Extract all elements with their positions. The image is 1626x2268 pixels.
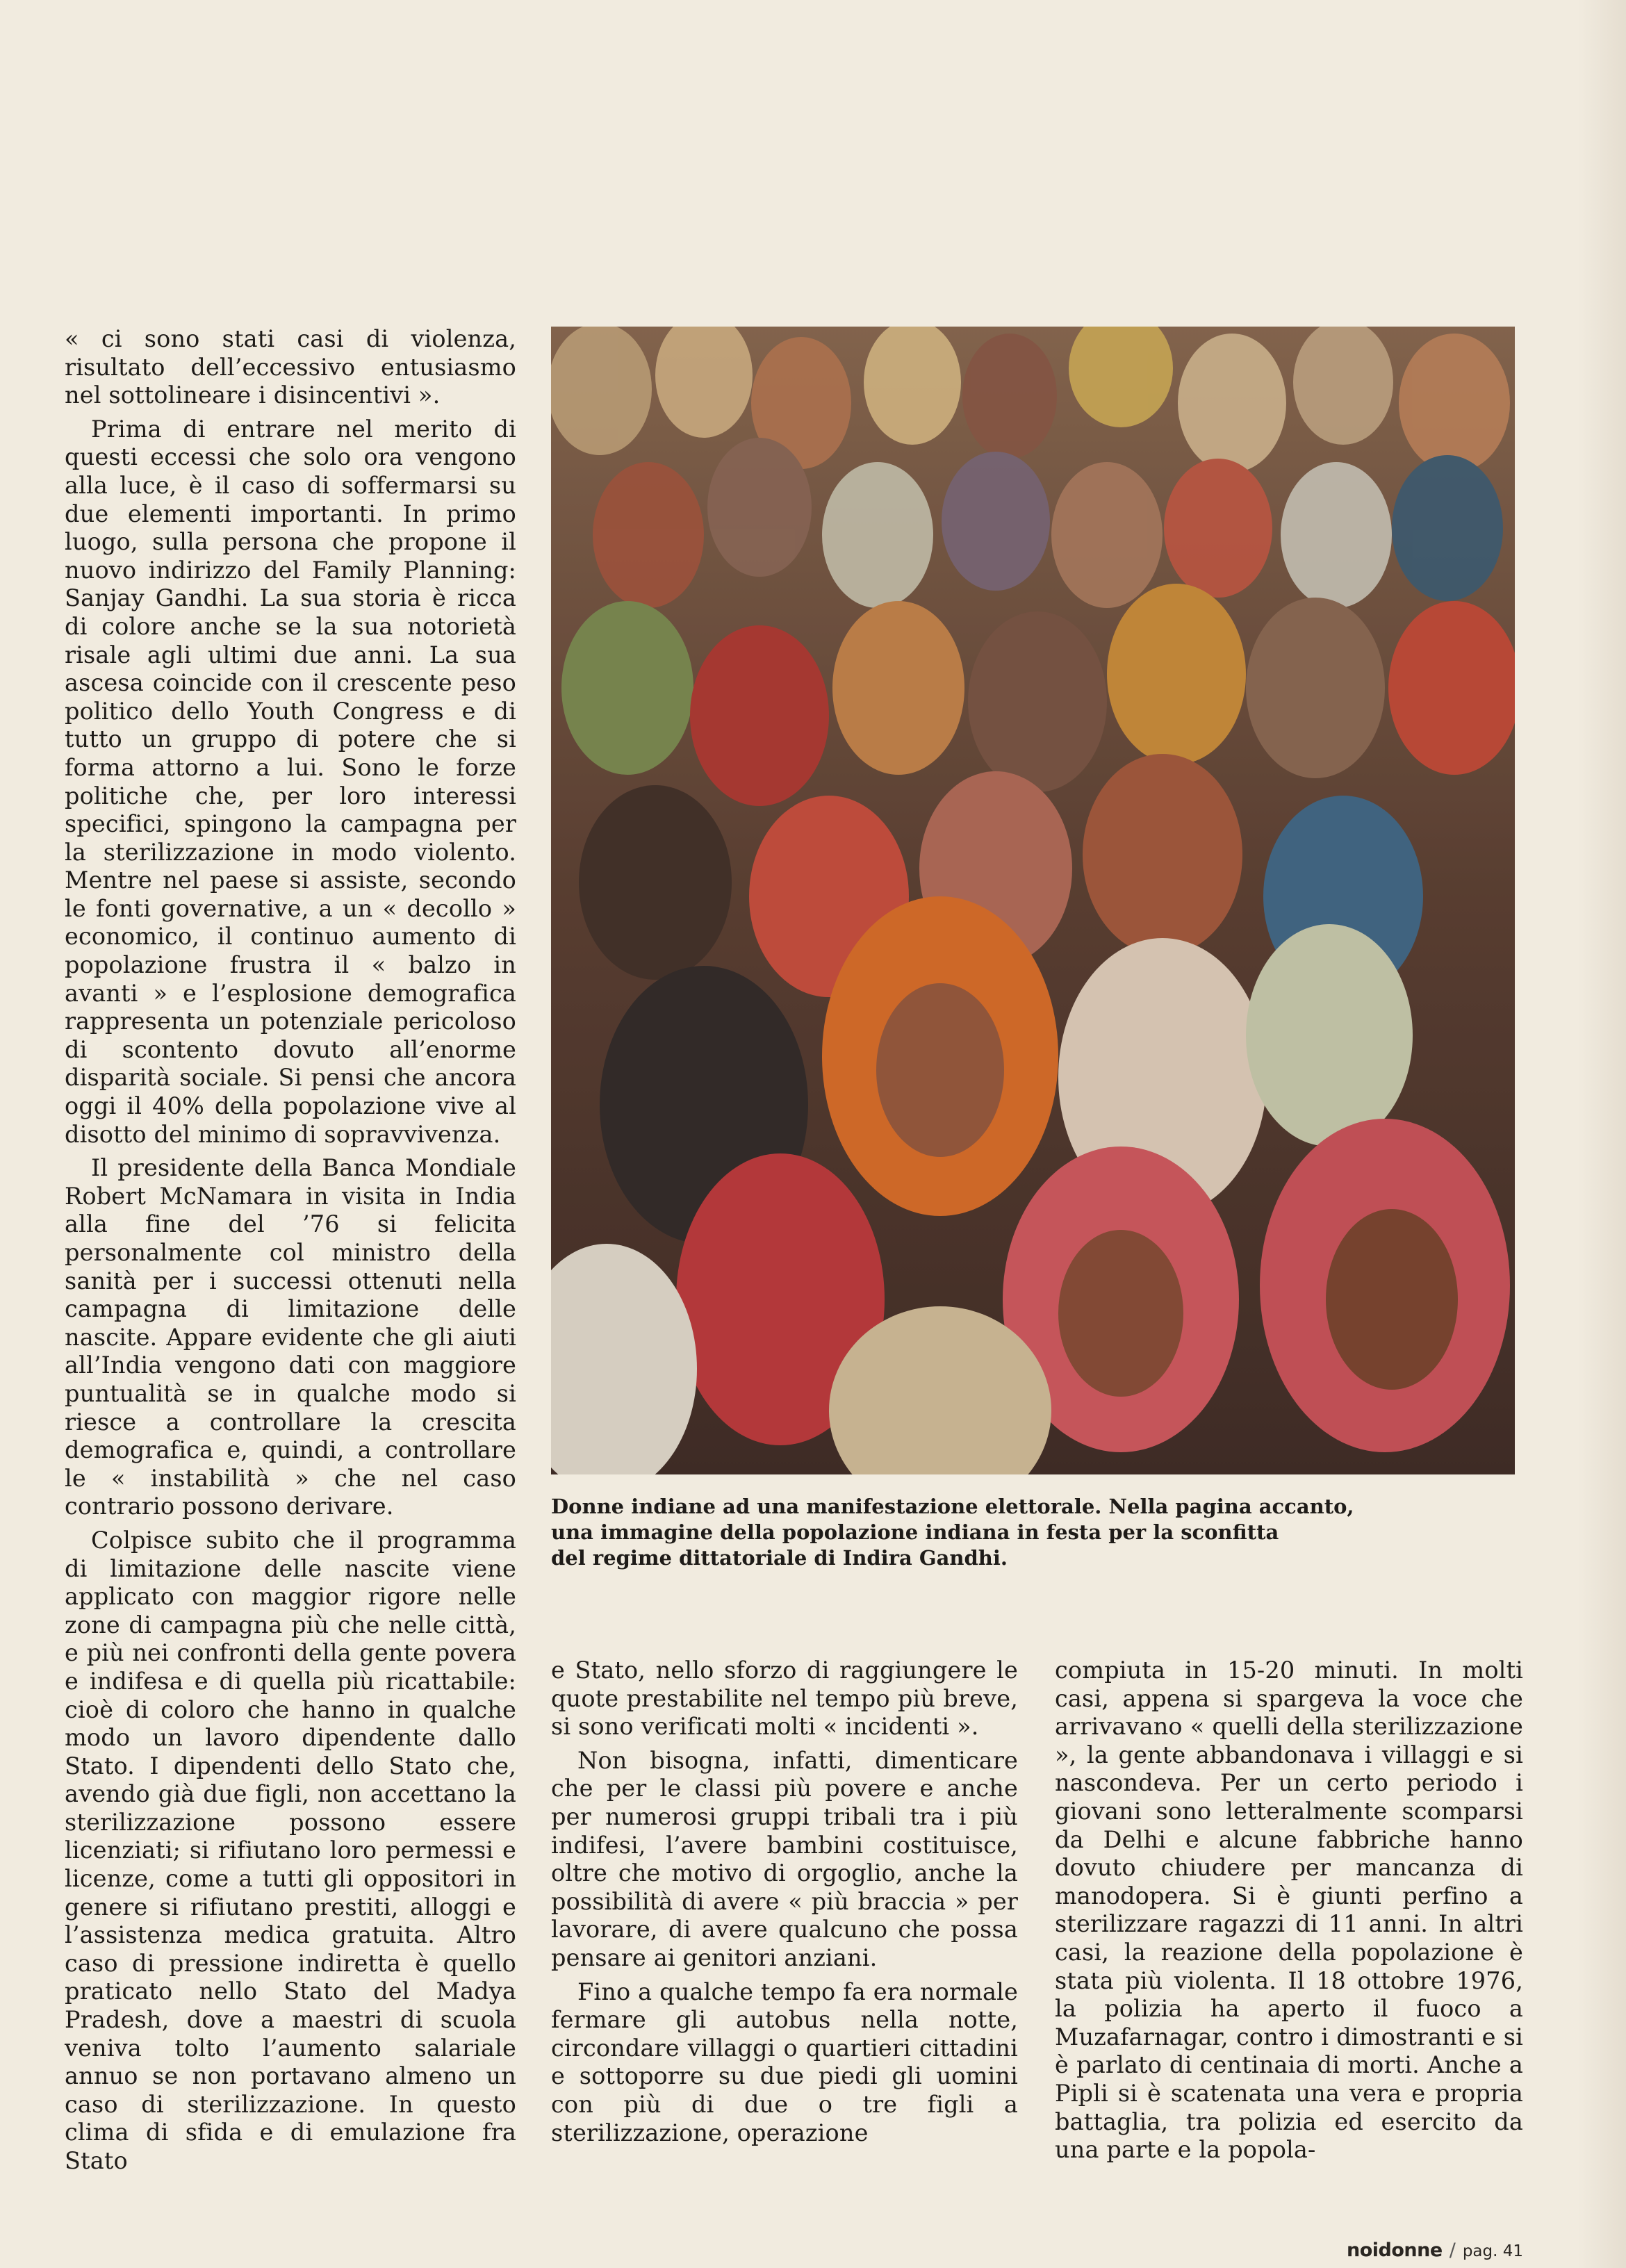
page-footer — [1347, 2240, 1523, 2261]
paragraph: Il presidente della Banca Mondiale Robert McNamara in visita in India alla fine del ’76 si felicita personalmente col ministro della sanità per i successi ottenuti nella campagna di limitazione delle nascite. Appare evidente che gli aiuti all’India vengono dati con maggiore puntualità se in qualche modo si riesce a controllare la crescita demografica e, quindi, a controllare le « instabilità » che nel caso contrario possono derivare. — [65, 1154, 516, 1520]
paragraph: Prima di entrare nel merito di questi eccessi che solo ora vengono alla luce, è il caso di soffermarsi su due elementi importanti. In primo luogo, sulla persona che propone il nuovo indirizzo del Family Planning: Sanjay Gandhi. La sua storia è ricca di colore anche se la sua notorietà risale agli ultimi due anni. La sua ascesa coincide con il crescente peso politico dello Youth Congress e di tutto un gruppo di potere che si forma attorno a lui. Sono le forze politiche che, per loro interessi specifici, spingono la campagna per la sterilizzazione in modo violento. Mentre nel paese si assiste, secondo le fonti governative, a un « decollo » economico, il continuo aumento di popolazione frustra il « balzo in avanti » e l’esplosione demografica rappresenta un potenziale pericoloso di scontento dovuto all’enorme disparità sociale. Si pensi che ancora oggi il 40% della popolazione vive al disotto del minimo di sopravvivenza. — [65, 415, 516, 1148]
article-column-2 — [551, 1657, 1018, 2147]
paragraph: Fino a qualche tempo fa era normale fermare gli autobus nella notte, circondare villaggi o quartieri cittadini e sottoporre su due piedi gli uomini con più di due o tre figli a sterilizzazione, operazione — [551, 1978, 1018, 2146]
caption-line: del regime dittatoriale di Indira Gandhi. — [551, 1546, 1008, 1570]
photo-caption — [551, 1494, 1524, 1571]
photo-tone-overlay — [551, 327, 1515, 1474]
paragraph: e Stato, nello sforzo di raggiungere le quote prestabilite nel tempo più breve, si sono verificati molti « incidenti ». — [551, 1657, 1018, 1741]
article-column-1 — [65, 325, 516, 2176]
paragraph: Colpisce subito che il programma di limitazione delle nascite viene applicato con maggior rigore nelle zone di campagna più che nelle città, e più nei confronti della gente povera e indifesa e di quella più ricattabile: cioè di coloro che hanno in qualche modo un lavoro dipendente dallo Stato. I dipendenti dello Stato che, avendo già due figli, non accettano la sterilizzazione possono essere licenziati; si rifiutano loro permessi e licenze, come a tutti gli oppositori in genere si rifiutano prestiti, alloggi e l’assistenza medica gratuita. Altro caso di pressione indiretta è quello praticato nello Stato del Madya Pradesh, dove a maestri di scuola veniva tolto l’aumento salariale annuo se non portavano almeno un caso di sterilizzazione. In questo clima di sfida e di emulazione fra Stato — [65, 1526, 516, 2174]
magazine-name: noidonne — [1347, 2240, 1443, 2261]
article-column-3 — [1055, 1657, 1523, 2164]
paragraph: compiuta in 15-20 minuti. In molti casi, appena si spargeva la voce che arrivavano « quelli della sterilizzazione », la gente abbandonava i villaggi e si nascondeva. Per un certo periodo i giovani sono letteralmente scomparsi da Delhi e alcune fabbriche hanno dovuto chiudere per mancanza di manodopera. Si è giunti perfino a sterilizzare ragazzi di 11 anni. In altri casi, la reazione della popolazione è stata più violenta. Il 18 ottobre 1976, la polizia ha aperto il fuoco a Muzafarnagar, contro i dimostranti e si è parlato di centinaia di morti. Anche a Pipli si è scatenata una vera e propria battaglia, tra polizia ed esercito da una parte e la popola- — [1055, 1657, 1523, 2164]
crowd-photo — [551, 327, 1515, 1474]
paragraph: Non bisogna, infatti, dimenticare che per le classi più povere e anche per numerosi gruppi tribali tra i più indifesi, l’avere bambini costituisce, oltre che motivo di orgoglio, anche la possibilità di avere « più braccia » per lavorare, di avere qualcuno che possa pensare ai genitori anziani. — [551, 1746, 1018, 1971]
footer-separator: / — [1449, 2240, 1456, 2261]
caption-line: una immagine della popolazione indiana in festa per la sconfitta — [551, 1520, 1279, 1544]
page-number: pag. 41 — [1462, 2242, 1523, 2260]
page-edge-shadow — [1577, 0, 1626, 2268]
paragraph: « ci sono stati casi di violenza, risultato dell’eccessivo entusiasmo nel sottolineare i disincentivi ». — [65, 325, 516, 409]
caption-line: Donne indiane ad una manifestazione elettorale. Nella pagina accanto, — [551, 1495, 1354, 1518]
